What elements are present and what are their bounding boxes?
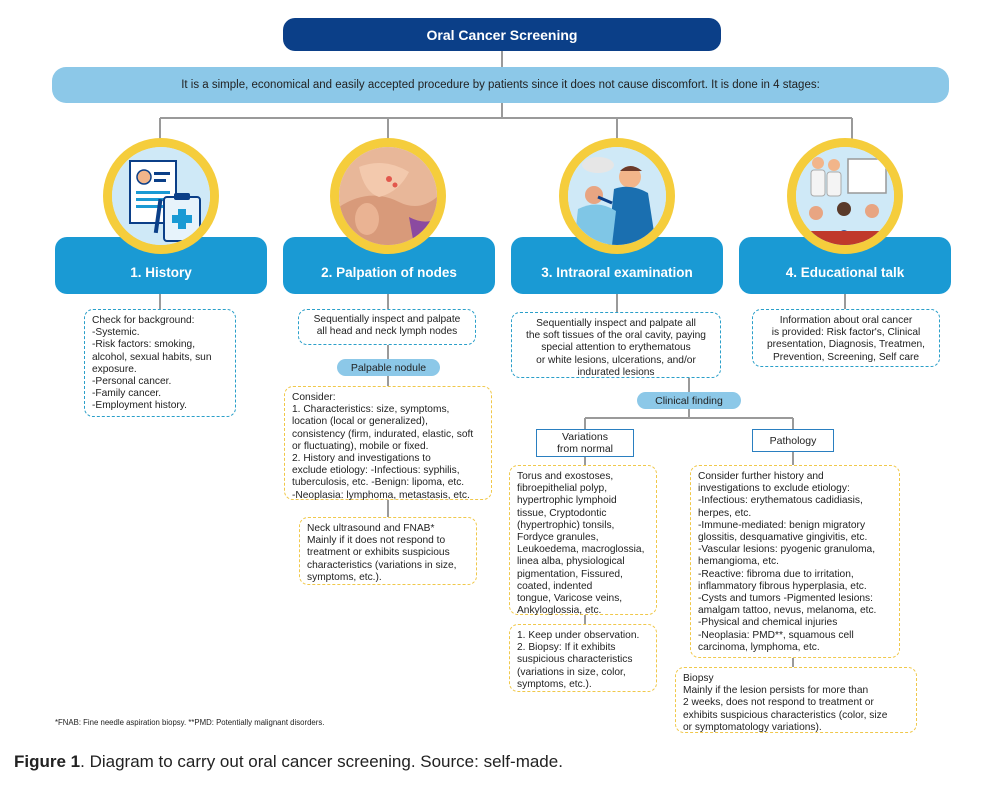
education-circle bbox=[787, 138, 903, 254]
presentation-audience-icon bbox=[796, 147, 894, 245]
palpation-intro-box: Sequentially inspect and palpate all head and neck lymph nodes bbox=[298, 309, 476, 345]
history-box: Check for background: -Systemic. -Risk factors: smoking, alcohol, sexual habits, sun exposure. -Personal cancer. -Family cancer. -Employment history. bbox=[84, 309, 236, 417]
stage-education: 4. Educational talk bbox=[739, 237, 951, 294]
pathology-box: Consider further history and investigations to exclude etiology: -Infectious: erythematous cadidiasis, herpes, etc. -Immune-mediated: benign migratory glossitis, desquamative gingivitis, etc. -Vascular lesions: pyogenic granuloma, hemangioma, etc. -Reactive: fibroma due to irritation, inflammatory fibrous hyperplasia, etc. -Cysts and tumors -Pigmented lesions: amalgam tattoo, nevus, melanoma, etc. -Physical and chemical injuries -Neoplasia: PMD**, squamous cell carcinoma, lymphoma, etc. bbox=[690, 465, 900, 658]
medical-record-icon bbox=[112, 147, 210, 245]
history-circle bbox=[103, 138, 219, 254]
intraoral-intro-box: Sequentially inspect and palpate all the soft tissues of the oral cavity, paying special attention to erythematous or white lesions, ulcerations, and/or indurated lesions bbox=[511, 312, 721, 378]
stage-palpation: 2. Palpation of nodes bbox=[283, 237, 495, 294]
caption-text: . Diagram to carry out oral cancer screening. Source: self-made. bbox=[80, 752, 563, 771]
footnote: *FNAB: Fine needle aspiration biopsy. **PMD: Potentially malignant disorders. bbox=[55, 718, 325, 727]
stage-history: 1. History bbox=[55, 237, 267, 294]
palpation-consider-box: Consider: 1. Characteristics: size, symptoms, location (local or generalized), consistency (firm, indurated, elastic, soft or fluctuating), mobile or fixed. 2. History and investigations to exclude etiology: -Infectious: syphilis, tuberculosis, etc. -Benign: lipoma, etc. -Neoplasia: lymphoma, metastasis, etc. bbox=[284, 386, 492, 500]
pathology-label: Pathology bbox=[752, 429, 834, 452]
stage-intraoral: 3. Intraoral examination bbox=[511, 237, 723, 294]
neck-palpation-icon bbox=[339, 147, 437, 245]
education-box: Information about oral cancer is provided: Risk factor's, Clinical presentation, Diagnosis, Treatmen, Prevention, Screening, Self care bbox=[752, 309, 940, 367]
dentist-exam-icon bbox=[568, 147, 666, 245]
variations-box: Torus and exostoses, fibroepithelial polyp, hypertrophic lymphoid tissue, Cryptodontic (hypertrophic) tonsils, Fordyce granules, Leukoedema, macroglossia, linea alba, physiological pigmentation, Fissured, coated, indented tongue, Varicose veins, Ankyloglossia, etc. bbox=[509, 465, 657, 615]
palpation-circle bbox=[330, 138, 446, 254]
page-title: Oral Cancer Screening bbox=[283, 18, 721, 51]
intraoral-circle bbox=[559, 138, 675, 254]
intro-banner: It is a simple, economical and easily accepted procedure by patients since it does not cause discomfort. It is done in 4 stages: bbox=[52, 67, 949, 103]
ultrasound-fnab-box: Neck ultrasound and FNAB* Mainly if it does not respond to treatment or exhibits suspicious characteristics (variations in size, symptoms, etc.). bbox=[299, 517, 477, 585]
keep-observation-box: 1. Keep under observation. 2. Biopsy: If it exhibits suspicious characteristics (variations in size, color, symptoms, etc.). bbox=[509, 624, 657, 692]
clinical-finding-pill: Clinical finding bbox=[637, 392, 741, 409]
figure-label: Figure 1 bbox=[14, 752, 81, 771]
biopsy-box: Biopsy Mainly if the lesion persists for more than 2 weeks, does not respond to treatment or exhibits suspicious characteristics (color, size or symptomatology variations). bbox=[675, 667, 917, 733]
variations-from-normal-label: Variations from normal bbox=[536, 429, 634, 457]
figure-caption bbox=[14, 752, 563, 772]
palpable-nodule-pill: Palpable nodule bbox=[337, 359, 440, 376]
